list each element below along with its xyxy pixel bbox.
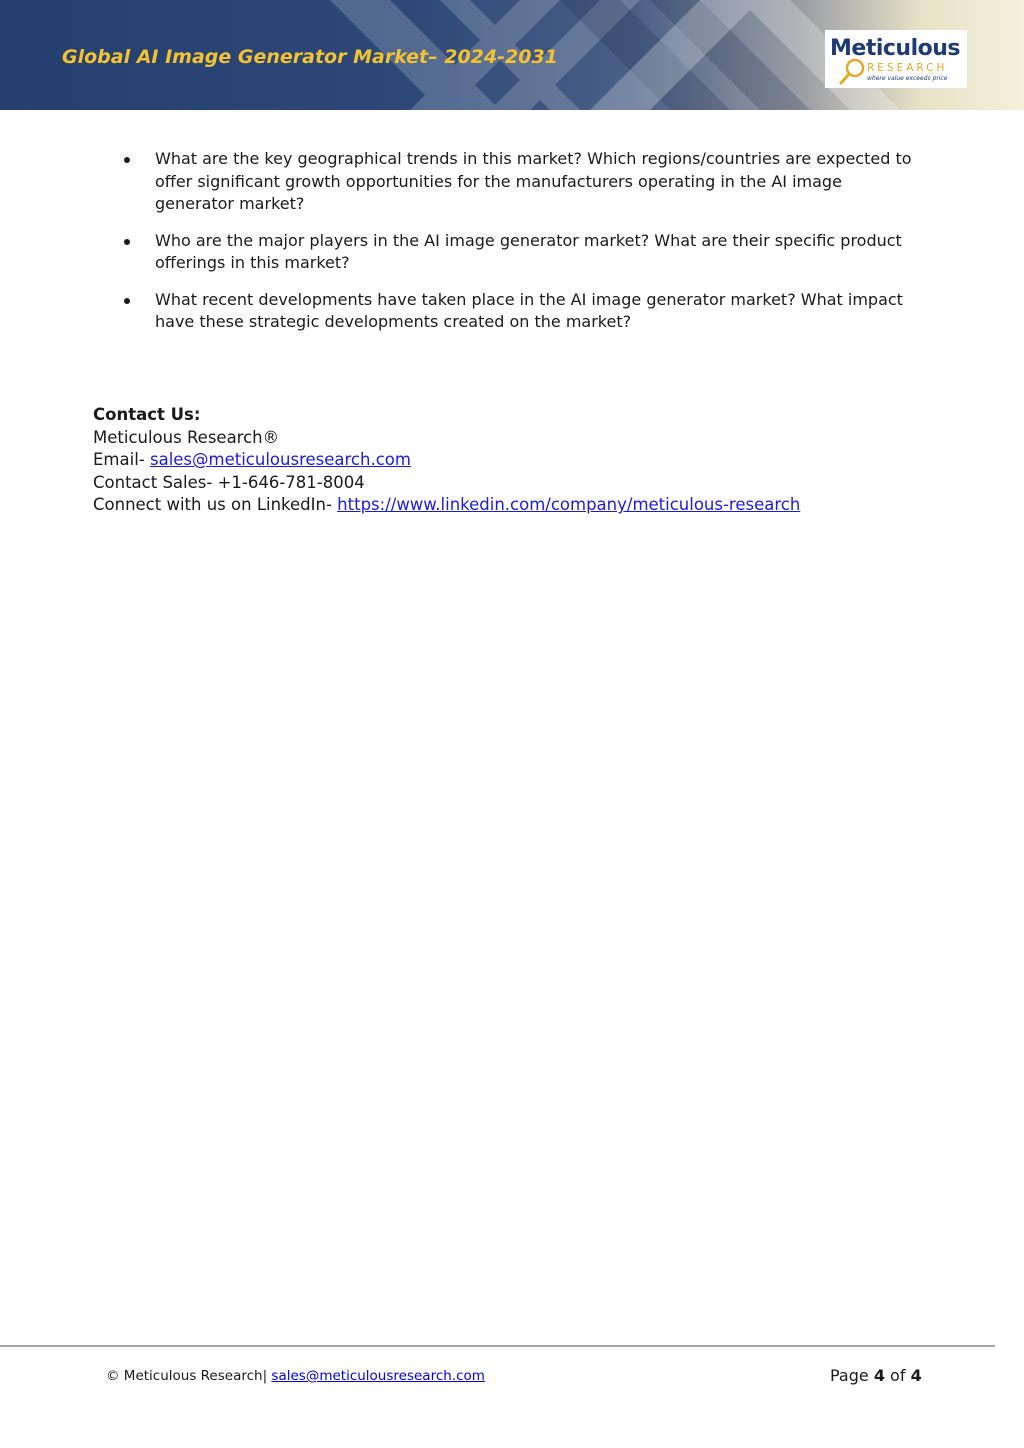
- bullet-icon: [124, 298, 130, 304]
- list-item-text: What are the key geographical trends in this market? Which regions/countries are expected to offer significant growth opportunities for the manufacturers operating in the AI image generator market?: [155, 149, 912, 213]
- linkedin-line: [93, 494, 800, 517]
- email-link[interactable]: sales@meticulousresearch.com: [149, 450, 411, 470]
- footer-copyright: [106, 1368, 485, 1384]
- bullet-icon: [124, 157, 130, 163]
- footer-divider: [0, 1345, 995, 1347]
- list-item: [120, 148, 920, 216]
- sales-phone: Contact Sales- +1-646-781-8004: [93, 472, 365, 492]
- list-item: [120, 230, 920, 275]
- email-label: Email-: [93, 450, 150, 470]
- list-item-text: Who are the major players in the AI image generator market? What are their specific product offerings in this market?: [155, 230, 902, 272]
- contact-heading: Contact Us:: [93, 405, 201, 424]
- page-prefix: Page: [830, 1366, 874, 1385]
- page-current: 4: [873, 1366, 885, 1385]
- page-of: of: [884, 1366, 911, 1385]
- email-line: [93, 449, 800, 472]
- header-banner: [0, 0, 1024, 110]
- page-number: [830, 1366, 922, 1385]
- footer-email-link[interactable]: sales@meticulousresearch.com: [271, 1368, 485, 1384]
- meticulous-research-logo: [825, 30, 967, 88]
- bullet-icon: [124, 239, 130, 245]
- question-list: [120, 148, 920, 348]
- document-title: Global AI Image Generator Market– 2024-2031: [62, 46, 558, 68]
- logo-tagline: where value exceeds price: [867, 75, 948, 82]
- list-item-text: What recent developments have taken place in the AI image generator market? What impact have these strategic developments created on the market?: [155, 289, 903, 331]
- logo-subtitle: RESEARCH: [867, 62, 948, 74]
- linkedin-label: Connect with us on LinkedIn-: [93, 495, 338, 515]
- magnifier-icon: [829, 58, 865, 86]
- linkedin-link[interactable]: https://www.linkedin.com/company/meticulous-research: [337, 495, 801, 515]
- logo-name: Meticulous: [830, 36, 960, 61]
- list-item: [120, 289, 920, 334]
- company-name: Meticulous Research®: [93, 427, 280, 447]
- copyright-text: © Meticulous Research|: [106, 1368, 272, 1384]
- contact-block: [93, 404, 800, 517]
- page-total: 4: [910, 1366, 922, 1385]
